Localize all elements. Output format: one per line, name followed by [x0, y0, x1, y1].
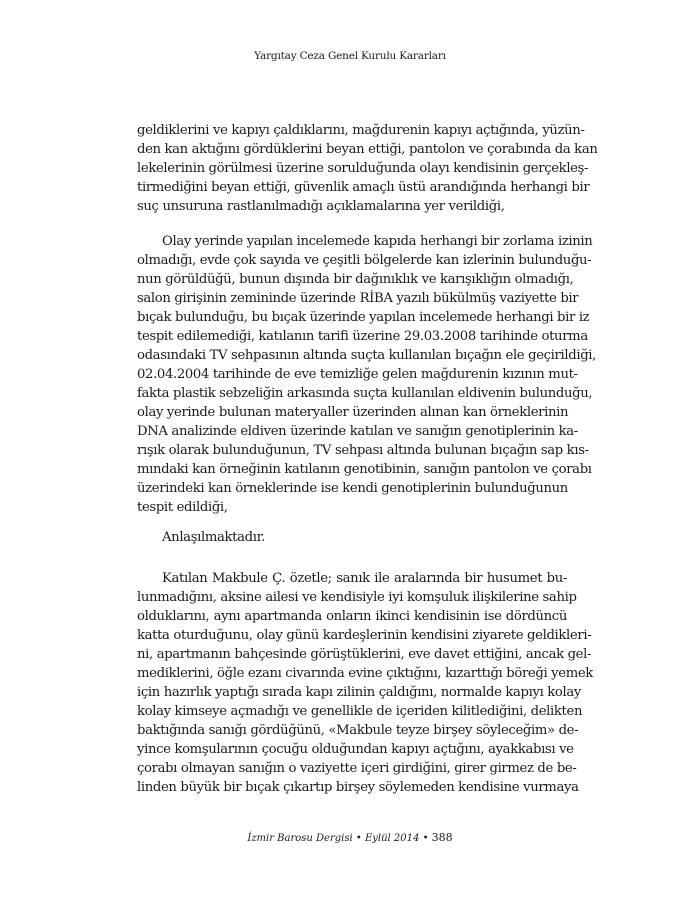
paragraph-4 — [137, 569, 593, 797]
page-footer — [0, 831, 700, 844]
paragraph-2 — [137, 232, 597, 517]
text-line: tirmediğini beyan ettiği, güvenlik amaçlı üstü arandığında herhangi bir — [137, 180, 590, 195]
text-line: yince komşularının çocuğu olduğundan kapıyı açtığını, ayakkabısı ve — [137, 742, 574, 757]
text-line: tespit edildiği, — [137, 500, 228, 515]
text-line: Anlaşılmaktadır. — [162, 530, 265, 545]
paragraph-3 — [137, 528, 567, 547]
text-line: tespit edilemediği, katılanın tarifi üzerine 29.03.2008 tarihinde oturma — [137, 329, 588, 344]
text-line: geldiklerini ve kapıyı çaldıklarını, mağdurenin kapıyı açtığında, yüzün- — [137, 123, 585, 138]
text-line: suç unsuruna rastlanılmadığı açıklamalarına yer verildiği, — [137, 199, 505, 214]
text-line: lunmadığını, aksine ailesi ve kendisiyle iyi komşuluk ilişkilerine sahip — [137, 590, 577, 605]
paragraph-1 — [137, 121, 598, 216]
text-line: nun görüldüğü, bunun dışında bir dağınıklık ve karışıklığın olmadığı, — [137, 272, 574, 287]
text-line: katta oturduğunu, olay günü kardeşlerinin kendisini ziyarete geldikleri- — [137, 628, 592, 643]
text-line: Katılan Makbule Ç. özetle; sanık ile aralarında bir husumet bu- — [162, 571, 567, 586]
footer-separator: • — [355, 833, 362, 844]
text-line: mındaki kan örneğinin katılanın genotibinin, sanığın pantolon ve çorabı — [137, 462, 592, 477]
text-line: ni, apartmanın bahçesinde görüştüklerini, eve davet ettiğini, ancak gel- — [137, 647, 592, 662]
text-line: olduklarını, aynı apartmanda onların ikinci kendisinin ise dördüncü — [137, 609, 567, 624]
text-line: kolay kimseye açmadığı ve genellikle de içeriden kilitlediğini, delikten — [137, 704, 583, 719]
text-line: baktığında sanığı gördüğünü, «Makbule teyze birşey söyleceğim» de- — [137, 723, 579, 738]
text-line: fakta plastik sebzeliğin arkasında suçta kullanılan eldivenin bulunduğu, — [137, 386, 593, 401]
text-line: 02.04.2004 tarihinde de eve temizliğe gelen mağdurenin kızının mut- — [137, 367, 578, 382]
page-number: 388 — [431, 831, 453, 844]
text-line: olay yerinde bulunan materyaller üzerinden alınan kan örneklerinin — [137, 405, 569, 420]
text-line: linden büyük bir bıçak çıkartıp birşey söylemeden kendisine vurmaya — [137, 780, 579, 795]
text-line: çorabı olmayan sanığın o vaziyette içeri girdiğini, girer girmez de be- — [137, 761, 577, 776]
text-line: salon girişinin zemininde üzerinde RİBA yazılı bükülmüş vaziyette bir — [137, 291, 579, 306]
text-line: lekelerinin görülmesi üzerine sorulduğunda olayı kendisinin gerçekleş- — [137, 161, 589, 176]
text-line: mediklerini, öğle ezanı civarında evine çıktığını, kızarttığı böreği yemek — [137, 666, 593, 681]
footer-separator: • — [422, 833, 429, 844]
text-line: den kan aktığını gördüklerini beyan ettiği, pantolon ve çorabında da kan — [137, 142, 598, 157]
journal-name: İzmir Barosu Dergisi — [247, 833, 353, 844]
text-line: üzerindeki kan örneklerinde ise kendi genotiplerinin bulunduğunun — [137, 481, 568, 496]
text-line: DNA analizinde eldiven üzerinde katılan ve sanığın genotiplerinin ka- — [137, 424, 578, 439]
text-line: olmadığı, evde çok sayıda ve çeşitli bölgelerde kan izlerinin bulunduğu- — [137, 253, 592, 268]
journal-issue: Eylül 2014 — [364, 833, 420, 844]
text-line: Olay yerinde yapılan incelemede kapıda herhangi bir zorlama izinin — [162, 234, 593, 249]
text-line: bıçak bulunduğu, bu bıçak üzerinde yapılan incelemede herhangi bir iz — [137, 310, 590, 325]
text-line: odasındaki TV sehpasının altında suçta kullanılan bıçağın ele geçirildiği, — [137, 348, 597, 363]
text-line: için hazırlık yaptığı sırada kapı zilinin çaldığını, normalde kapıyı kolay — [137, 685, 581, 700]
text-line: rışık olarak bulunduğunun, TV sehpası altında bulunan bıçağın sap kıs- — [137, 443, 589, 458]
running-header: Yargıtay Ceza Genel Kurulu Kararları — [254, 50, 446, 62]
